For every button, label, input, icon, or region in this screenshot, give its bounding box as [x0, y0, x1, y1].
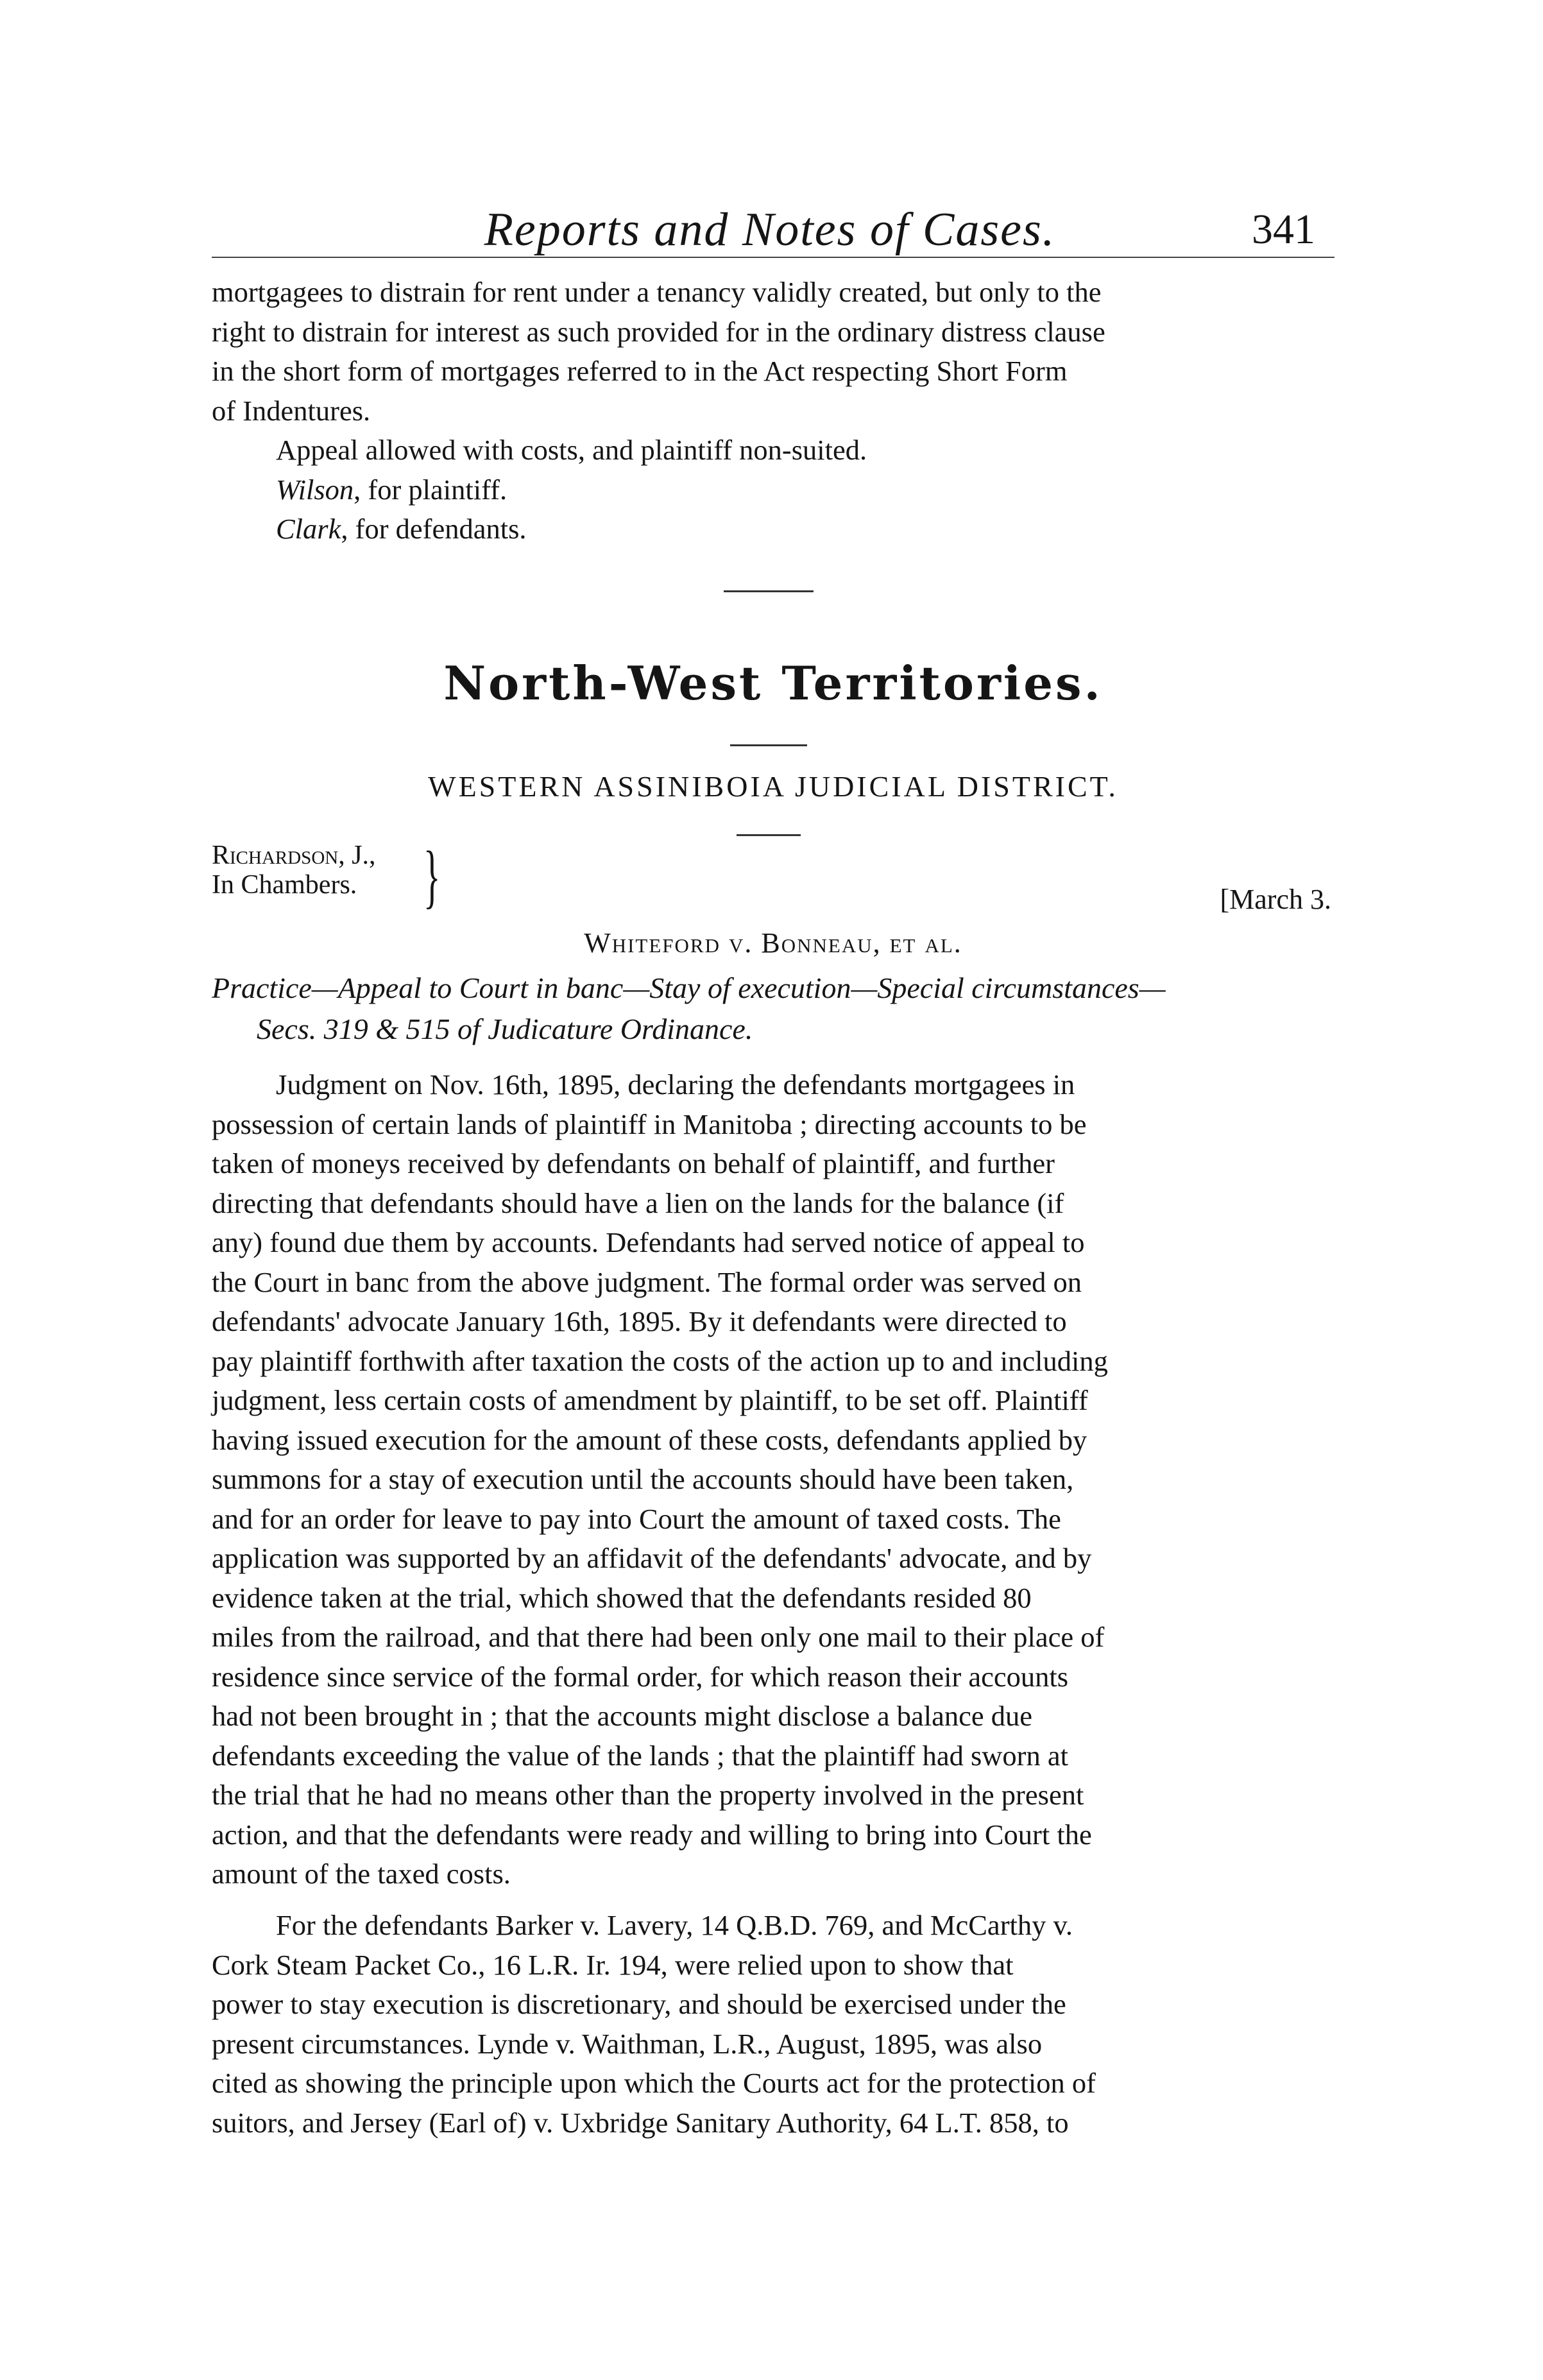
text-line: of Indentures.	[212, 394, 371, 427]
text-line: cited as showing the principle upon which the Courts act for the protection of	[212, 2067, 1096, 2099]
divider	[737, 834, 801, 836]
text-line: defendants' advocate January 16th, 1895. By it defendants were directed to	[212, 1305, 1067, 1337]
judge-block	[212, 841, 481, 900]
text-line: summons for a stay of execution until the accounts should have been taken,	[212, 1463, 1074, 1495]
section-heading: North-West Territories.	[443, 656, 1103, 710]
text-line: had not been brought in ; that the accounts might disclose a balance due	[212, 1700, 1033, 1732]
headnote-line: Practice—Appeal to Court in banc—Stay of execution—Special circumstances—	[212, 972, 1166, 1004]
divider	[730, 744, 807, 746]
running-header	[212, 199, 1334, 258]
case-date: [March 3.	[1220, 884, 1331, 915]
text-line: pay plaintiff forthwith after taxation the costs of the action up to and including	[212, 1344, 1108, 1377]
text-line: amount of the taxed costs.	[212, 1858, 511, 1890]
running-title: Reports and Notes of Cases.	[484, 203, 1056, 256]
judge-name: Richardson, J.,	[212, 841, 376, 870]
counsel-role: , for plaintiff.	[354, 473, 507, 506]
text-line: Cork Steam Packet Co., 16 L.R. Ir. 194, were relied upon to show that	[212, 1948, 1014, 1981]
text-line: any) found due them by accounts. Defendants had served notice of appeal to	[212, 1226, 1085, 1258]
text-line: application was supported by an affidavit of the defendants' advocate, and by	[212, 1542, 1092, 1574]
page-number: 341	[1252, 206, 1315, 253]
text-line: present circumstances. Lynde v. Waithman, L.R., August, 1895, was also	[212, 2027, 1043, 2060]
counsel-role: , for defendants.	[341, 513, 527, 545]
counsel-name: Wilson	[276, 473, 354, 506]
district-heading: WESTERN ASSINIBOIA JUDICIAL DISTRICT.	[428, 770, 1118, 803]
headnote	[212, 968, 1334, 1050]
text-line: judgment, less certain costs of amendment by plaintiff, to be set off. Plaintiff	[212, 1384, 1088, 1416]
text-line: miles from the railroad, and that there had been only one mail to their place of	[212, 1621, 1105, 1653]
text-line: taken of moneys received by defendants on behalf of plaintiff, and further	[212, 1147, 1055, 1179]
counsel-plaintiff	[212, 470, 1334, 510]
text-line: defendants exceeding the value of the lands ; that the plaintiff had sworn at	[212, 1739, 1068, 1772]
intro-paragraph	[212, 273, 1334, 549]
body-paragraph	[212, 1065, 1334, 1894]
text-line: Judgment on Nov. 16th, 1895, declaring the defendants mortgagees in	[276, 1068, 1075, 1100]
text-line: and for an order for leave to pay into Court the amount of taxed costs. The	[212, 1502, 1061, 1535]
text-line: residence since service of the formal order, for which reason their accounts	[212, 1660, 1069, 1693]
text-line: For the defendants Barker v. Lavery, 14 Q.B.D. 769, and McCarthy v.	[276, 1909, 1073, 1941]
brace-symbol: }	[423, 837, 441, 915]
case-title: Whiteford v. Bonneau, et al.	[584, 927, 962, 959]
text-line: mortgagees to distrain for rent under a tenancy validly created, but only to the	[212, 276, 1102, 308]
chambers-label: In Chambers.	[212, 870, 357, 900]
text-line: the Court in banc from the above judgment. The formal order was served on	[212, 1265, 1082, 1298]
counsel-defendants	[212, 509, 1334, 549]
divider	[724, 590, 814, 592]
text-line: right to distrain for interest as such provided for in the ordinary distress clause	[212, 315, 1105, 348]
text-line: action, and that the defendants were ready and willing to bring into Court the	[212, 1818, 1092, 1851]
text-line: suitors, and Jersey (Earl of) v. Uxbridge Sanitary Authority, 64 L.T. 858, to	[212, 2106, 1069, 2139]
text-line: power to stay execution is discretionary, and should be exercised under the	[212, 1988, 1066, 2020]
counsel-name: Clark	[276, 513, 341, 545]
text-line: possession of certain lands of plaintiff in Manitoba ; directing accounts to be	[212, 1108, 1087, 1140]
text-line: the trial that he had no means other than the property involved in the present	[212, 1779, 1084, 1811]
text-line: in the short form of mortgages referred to in the Act respecting Short Form	[212, 355, 1068, 387]
text-line: having issued execution for the amount of these costs, defendants applied by	[212, 1423, 1087, 1456]
headnote-line: Secs. 319 & 515 of Judicature Ordinance.	[257, 1013, 753, 1045]
body-paragraph	[212, 1906, 1334, 2143]
text-line: evidence taken at the trial, which showed that the defendants resided 80	[212, 1581, 1032, 1614]
result-line: Appeal allowed with costs, and plaintiff non-suited.	[276, 434, 867, 466]
text-line: directing that defendants should have a lien on the lands for the balance (if	[212, 1186, 1064, 1219]
